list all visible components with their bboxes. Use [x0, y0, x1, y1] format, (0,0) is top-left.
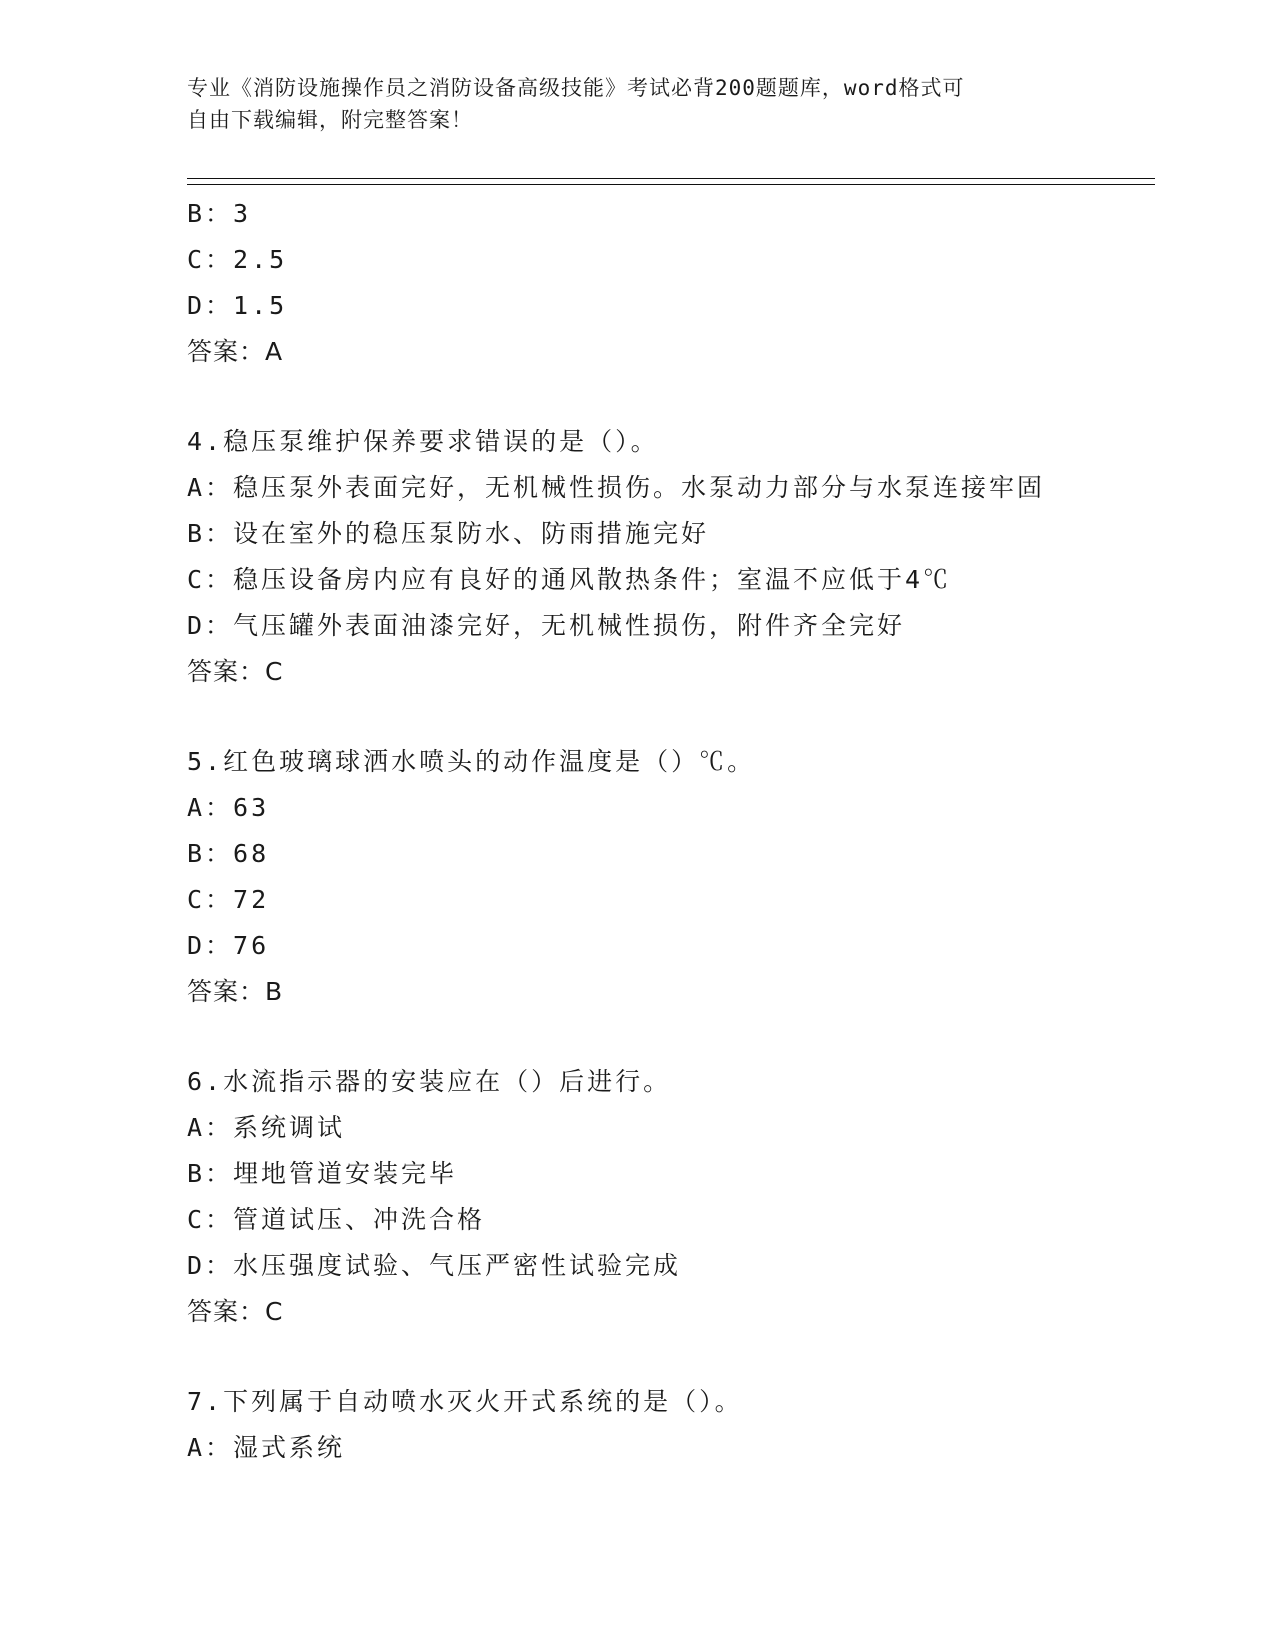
option-b: B：设在室外的稳压泵防水、防雨措施完好: [187, 519, 710, 548]
question-7: [187, 1379, 1155, 1471]
header-line-1: 专业《消防设施操作员之消防设备高级技能》考试必背200题题库，word格式可: [187, 76, 965, 100]
option-b: B：埋地管道安装完毕: [187, 1159, 458, 1188]
question-text: 5.红色玻璃球洒水喷头的动作温度是（）℃。: [187, 747, 756, 776]
question-text: 6.水流指示器的安装应在（）后进行。: [187, 1067, 672, 1096]
option-c: C：72: [187, 885, 270, 914]
option-d: D：1.5: [187, 291, 288, 320]
document-header: [187, 72, 1087, 136]
option-b: B：68: [187, 839, 270, 868]
answer-line: 答案：A: [187, 337, 284, 366]
question-text: 4.稳压泵维护保养要求错误的是（）。: [187, 427, 659, 456]
option-d: D：水压强度试验、气压严密性试验完成: [187, 1251, 682, 1280]
header-line-2: 自由下载编辑，附完整答案！: [187, 108, 473, 132]
question-4: [187, 419, 1155, 695]
answer-line: 答案：C: [187, 657, 284, 686]
question-text: 7.下列属于自动喷水灭火开式系统的是（）。: [187, 1387, 743, 1416]
header-rule-top: [187, 178, 1155, 179]
question-6: [187, 1059, 1155, 1335]
question-3-tail: [187, 191, 1155, 375]
question-5: [187, 739, 1155, 1015]
question-list: [187, 191, 1155, 1471]
option-c: C：管道试压、冲洗合格: [187, 1205, 486, 1234]
option-a: A：63: [187, 793, 270, 822]
option-a: A：稳压泵外表面完好，无机械性损伤。水泵动力部分与水泵连接牢固: [187, 473, 1046, 502]
option-d: D：76: [187, 931, 270, 960]
option-c: C：2.5: [187, 245, 288, 274]
option-d: D：气压罐外表面油漆完好，无机械性损伤，附件齐全完好: [187, 611, 906, 640]
answer-line: 答案：C: [187, 1297, 284, 1326]
header-rule-bottom: [187, 184, 1155, 185]
option-a: A：系统调试: [187, 1113, 346, 1142]
option-c: C：稳压设备房内应有良好的通风散热条件；室温不应低于4℃: [187, 565, 952, 594]
answer-line: 答案：B: [187, 977, 284, 1006]
option-b: B：3: [187, 199, 252, 228]
option-a: A：湿式系统: [187, 1433, 346, 1462]
